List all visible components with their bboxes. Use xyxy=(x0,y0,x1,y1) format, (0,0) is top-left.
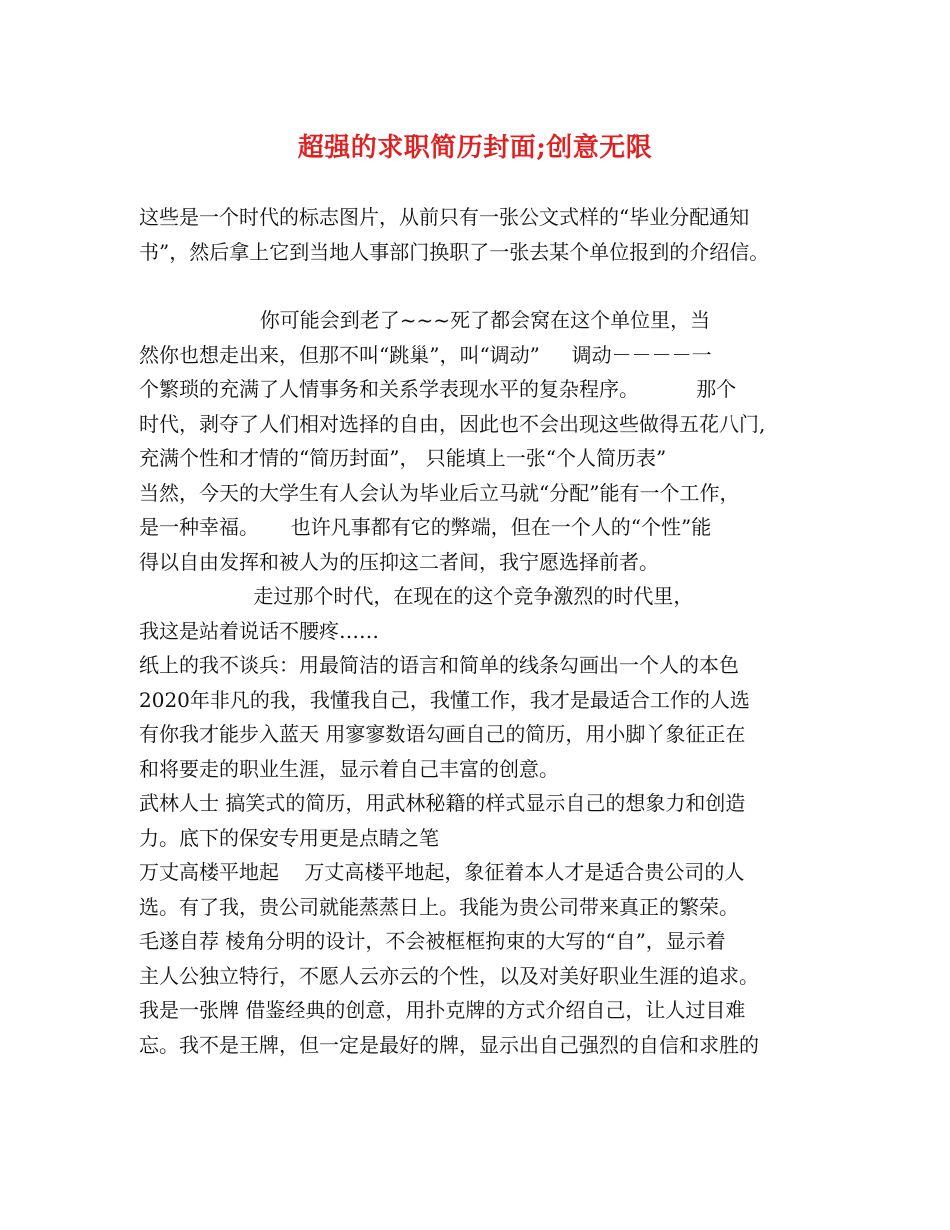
text-line: 和将要走的职业生涯，显示着自己丰富的创意。 xyxy=(139,756,559,781)
text-line: 然你也想走出来，但那不叫“跳巢”，叫“调动” 调动－－－－一 xyxy=(139,342,712,367)
text-line: 充满个性和才情的“简历封面”， 只能填上一张“个人简历表” xyxy=(139,446,667,470)
text-line: 2020年非凡的我，我懂我自己，我懂工作，我才是最适合工作的人选 xyxy=(139,687,750,712)
text-line: 是一种幸福。 也许凡事都有它的弊端，但在一个人的“个性”能 xyxy=(139,515,712,539)
text-line: 当然，今天的大学生有人会认为毕业后立马就“分配”能有一个工作， xyxy=(139,480,740,505)
text-line: 这些是一个时代的标志图片，从前只有一张公文式样的“毕业分配通知 xyxy=(139,205,750,229)
text-line: 走过那个时代，在现在的这个竞争激烈的时代里， xyxy=(139,584,694,608)
text-line: 我这是站着说话不腰疼…… xyxy=(139,618,379,643)
text-line: 力。底下的保安专用更是点睛之笔 xyxy=(139,825,439,850)
page-title: 超强的求职简历封面;创意无限 xyxy=(297,133,653,163)
text-line: 万丈高楼平地起 万丈高楼平地起，象征着本人才是适合贵公司的人 xyxy=(139,860,745,884)
text-line: 忘。我不是王牌，但一定是最好的牌，显示出自己强烈的自信和求胜的 xyxy=(139,1032,759,1057)
main-paragraph xyxy=(139,303,829,1062)
text-line: 选。有了我，贵公司就能蒸蒸日上。我能为贵公司带来真正的繁荣。 xyxy=(139,894,739,919)
text-line: 毛遂自荐 棱角分明的设计，不会被框框拘束的大写的“自”，显示着 xyxy=(139,929,726,953)
text-line: 得以自由发挥和被人为的压抑这二者间，我宁愿选择前者。 xyxy=(139,549,659,574)
paragraph-gap xyxy=(139,269,829,303)
text-line: 你可能会到老了~~~死了都会窝在这个单位里，当 xyxy=(139,308,711,332)
intro-paragraph xyxy=(139,200,829,269)
text-line: 武林人士 搞笑式的简历，用武林秘籍的样式显示自己的想象力和创造 xyxy=(139,791,746,815)
text-line: 书”，然后拿上它到当地人事部门换职了一张去某个单位报到的介绍信。 xyxy=(139,239,770,264)
text-line: 主人公独立特行，不愿人云亦云的个性，以及对美好职业生涯的追求。 xyxy=(139,963,759,988)
text-line: 有你我才能步入蓝天 用寥寥数语勾画自己的简历，用小脚丫象征正在 xyxy=(139,722,746,746)
text-line: 纸上的我不谈兵：用最简洁的语言和简单的线条勾画出一个人的本色 xyxy=(139,653,739,677)
text-line: 我是一张牌 借鉴经典的创意，用扑克牌的方式介绍自己，让人过目难 xyxy=(139,998,746,1022)
text-line: 时代，剥夺了人们相对选择的自由，因此也不会出现这些做得五花八门, xyxy=(139,411,766,436)
text-line: 个繁琐的充满了人情事务和关系学表现水平的复杂程序。 那个 xyxy=(139,377,737,401)
document-body xyxy=(139,200,829,1062)
